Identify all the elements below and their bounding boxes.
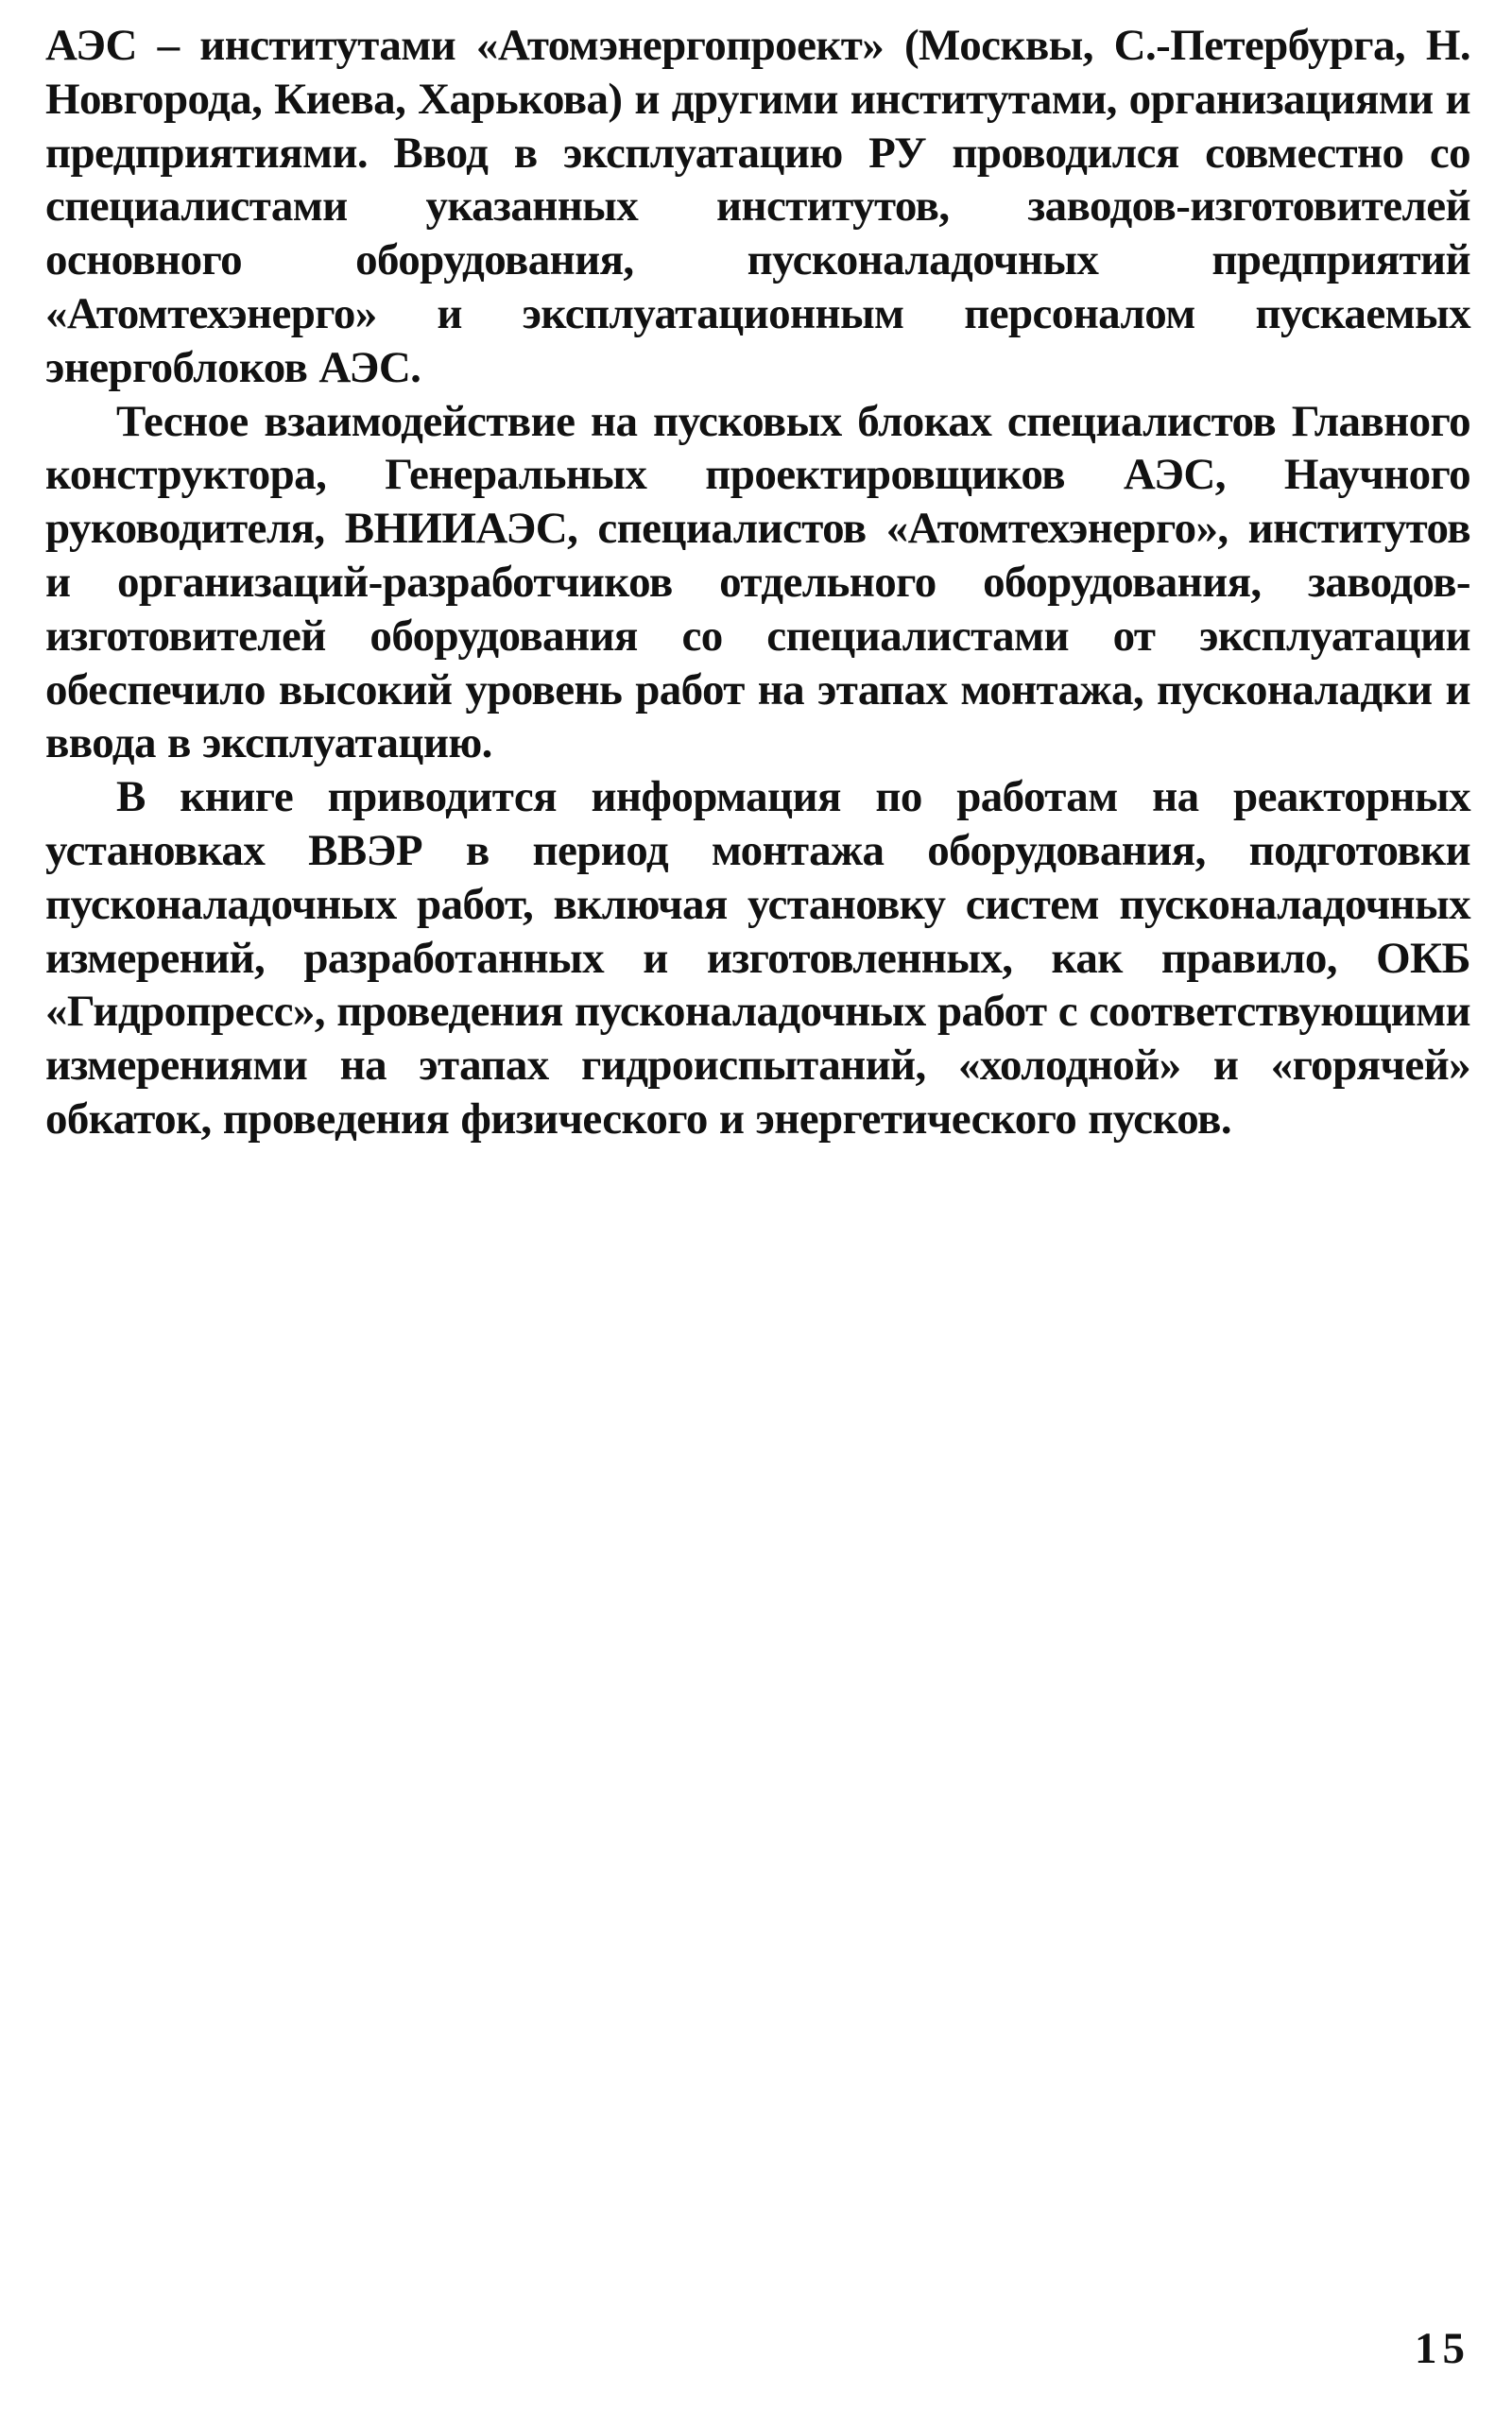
paragraph-collaboration: Тесное взаимодействие на пусковых блоках специалистов Главного конструктора, Генеральных проектировщиков АЭС, Научного руководителя, ВНИИАЭС, специалистов «Атомтехэнерго», институтов и организаций-разработчиков отдельного оборудования, заводов-изготовителей оборудования со специалистами от эксплуатации обеспечило высокий уровень работ на этапах монтажа, пусконаладки и ввода в эксплуатацию. bbox=[45, 396, 1470, 768]
paragraph-continuation: АЭС – институтами «Атомэнергопроект» (Москвы, С.-Петербурга, Н. Новгорода, Киева, Харькова) и другими институтами, организациями и предприятиями. Ввод в эксплуатацию РУ проводился совместно со специалистами указанных институтов, заводов-изготовителей основного оборудования, пусконаладочных предприятий «Атомтехэнерго» и эксплуатационным персоналом пускаемых энергоблоков АЭС. bbox=[45, 21, 1470, 392]
page-body bbox=[45, 19, 1470, 1146]
paragraph-book-contents: В книге приводится информация по работам на реакторных установках ВВЭР в период монтажа оборудования, подготовки пусконаладочных работ, включая установку систем пусконаладочных измерений, разработанных и изготовленных, как правило, ОКБ «Гидропресс», проведения пусконаладочных работ с соответствующими измерениями на этапах гидроиспытаний, «холодной» и «горячей» обкаток, проведения физического и энергетического пусков. bbox=[45, 772, 1470, 1144]
page-number: 15 bbox=[1415, 2324, 1470, 2373]
